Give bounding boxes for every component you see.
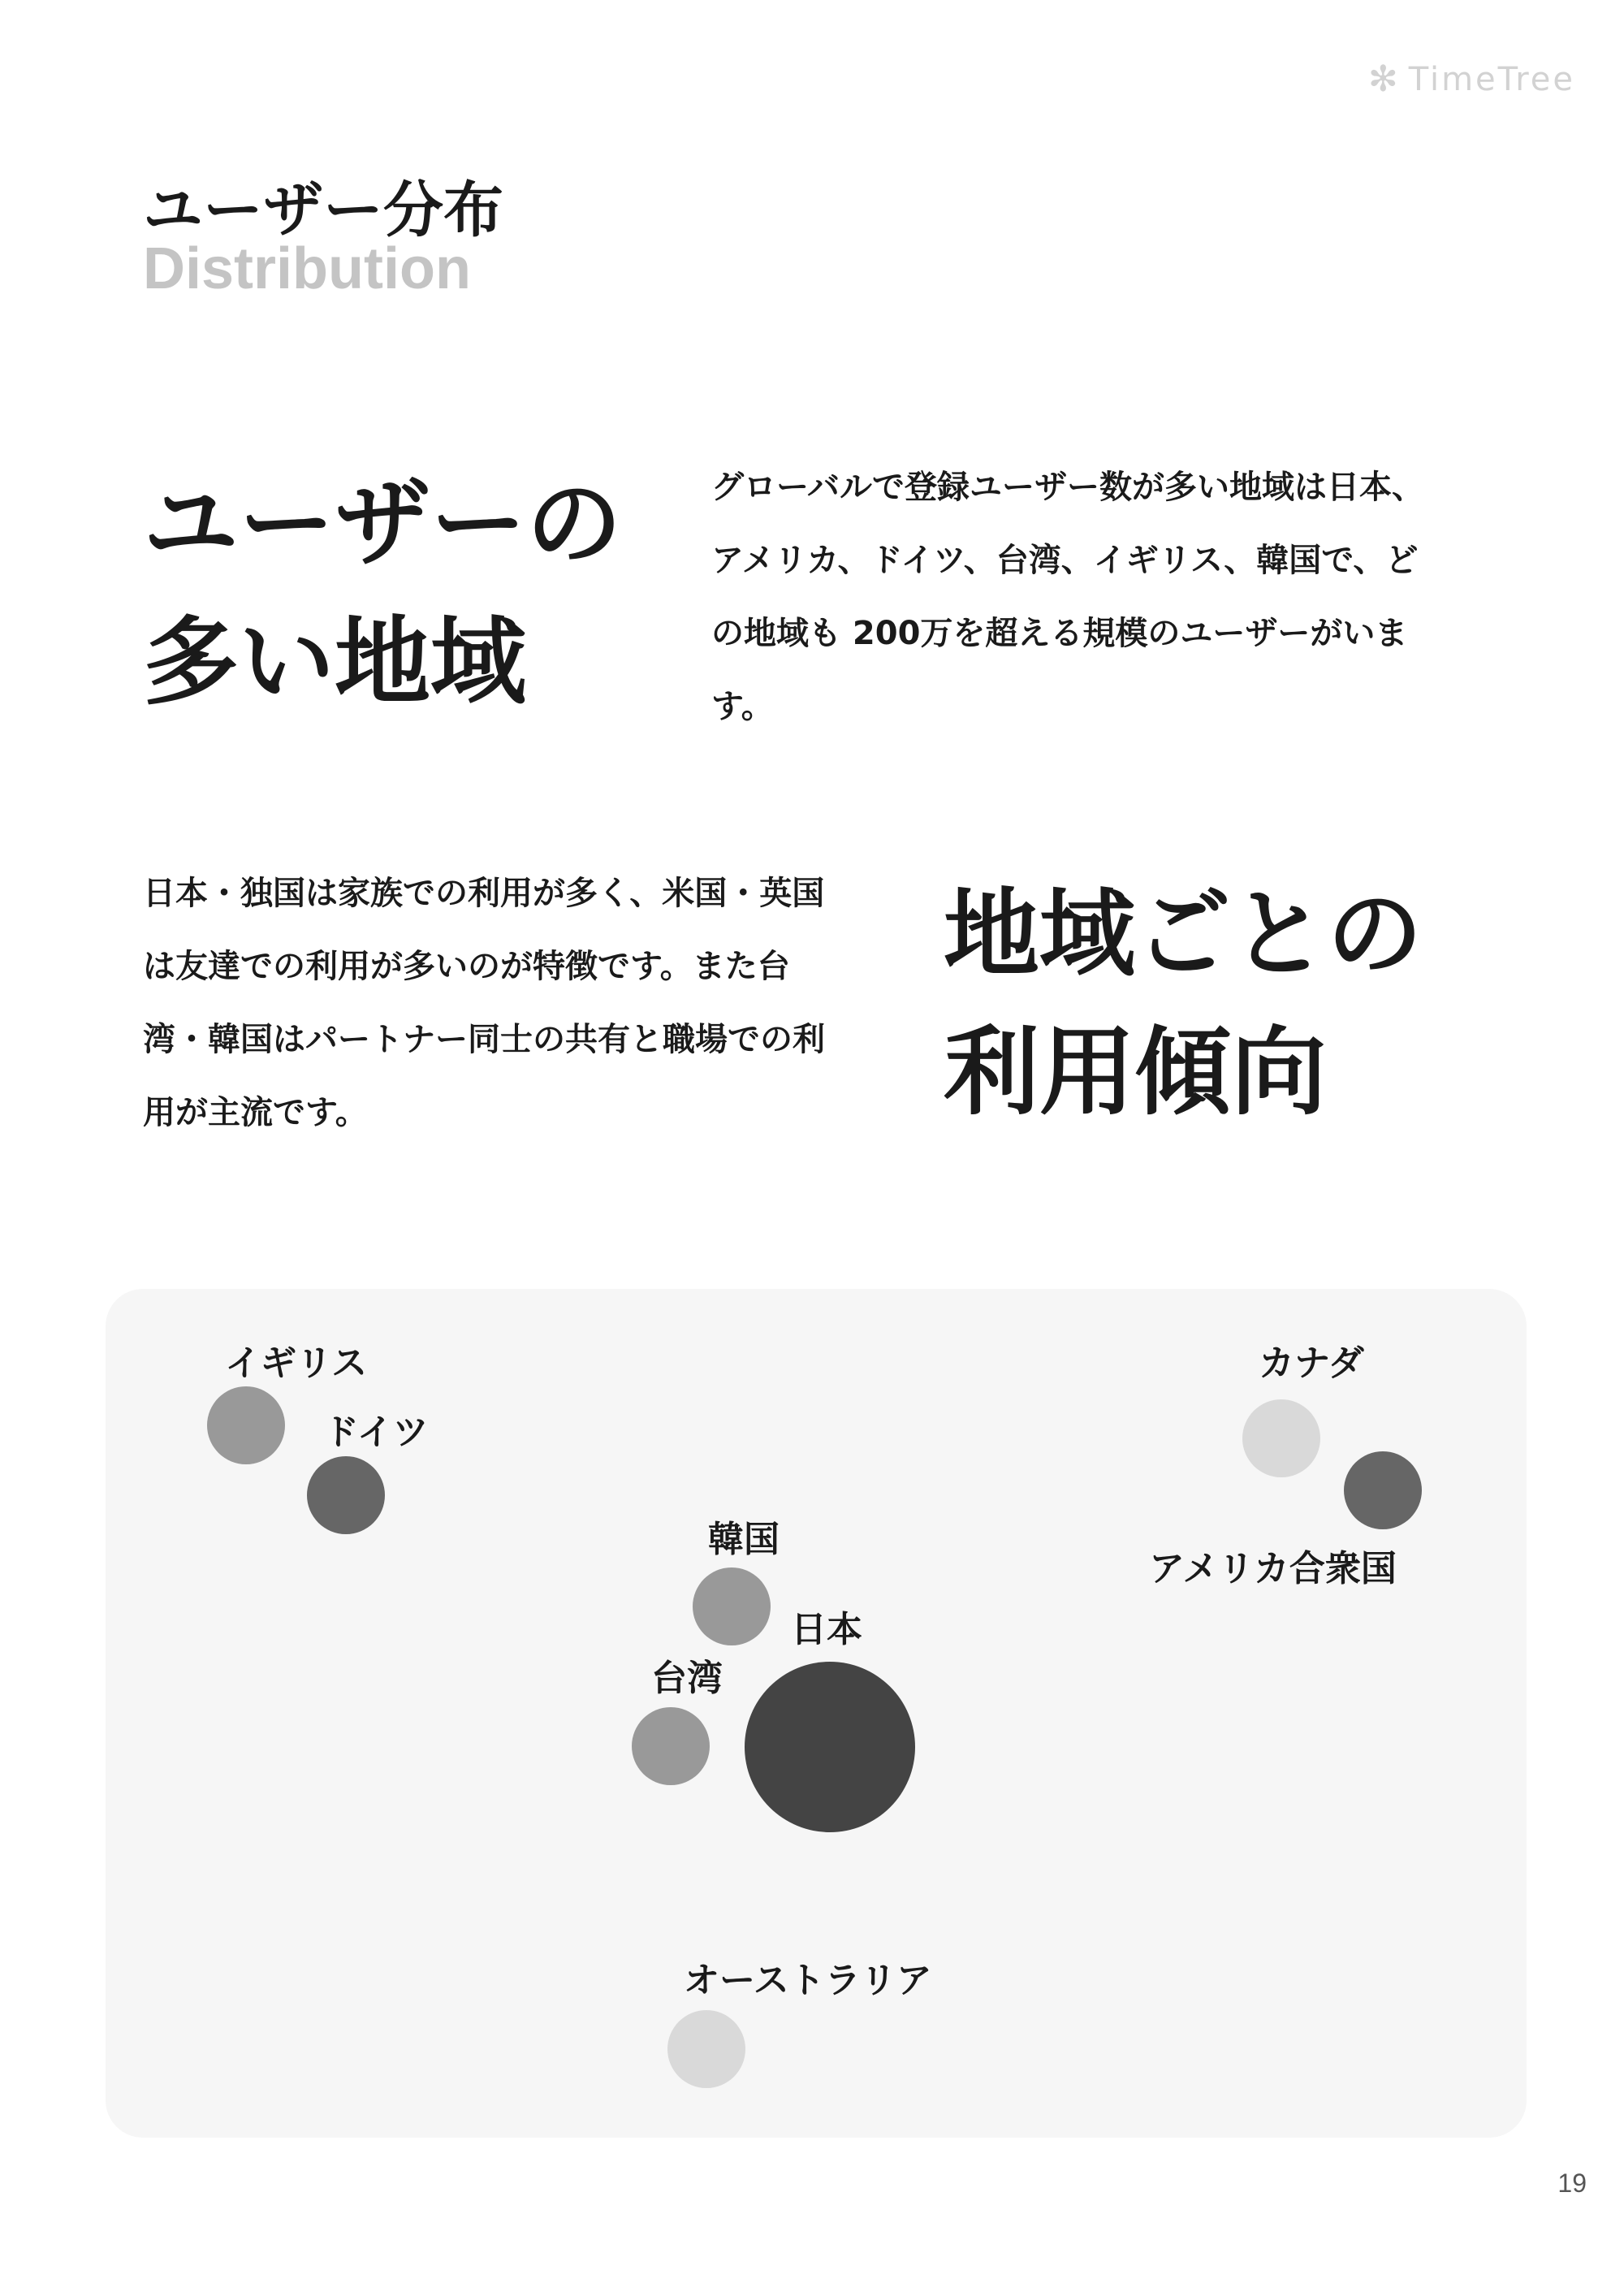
region-bubble-germany <box>307 1456 385 1534</box>
region-bubble-canada <box>1242 1399 1320 1477</box>
region-bubble-uk <box>207 1386 285 1464</box>
region-label-germany: ドイツ <box>323 1412 429 1453</box>
region-label-canada: カナダ <box>1259 1343 1364 1384</box>
timetree-logo <box>1368 58 1575 100</box>
region-label-uk: イギリス <box>225 1343 368 1384</box>
page-number: 19 <box>1557 2168 1587 2198</box>
region-label-taiwan: 台湾 <box>651 1658 723 1699</box>
region-bubble-usa <box>1344 1451 1422 1529</box>
leaf-icon: ✻ <box>1367 58 1401 100</box>
headline-top-regions: ユーザーの 多い地域 <box>143 468 623 718</box>
region-label-korea: 韓国 <box>708 1519 780 1560</box>
body-top-regions: グローバルで登録ユーザー数が多い地域は日本、アメリカ、ドイツ、台湾、イギリス、韓国で、どの地域も 200万を超える規模のユーザーがいます。 <box>711 469 1424 725</box>
page-title: ユーザー分布 <box>143 175 503 245</box>
region-bubble-korea <box>693 1567 771 1645</box>
region-bubble-japan <box>745 1662 915 1832</box>
region-map-panel <box>106 1289 1527 2138</box>
region-label-usa: アメリカ合衆国 <box>1149 1548 1397 1589</box>
region-bubble-australia <box>667 2010 745 2088</box>
headline-usage-trends: 地域ごとの 利用傾向 <box>944 878 1423 1128</box>
region-bubble-taiwan <box>632 1707 710 1785</box>
brand-name: TimeTree <box>1408 60 1575 98</box>
body-usage-trends: 日本・独国は家族での利用が多く、米国・英国は友達での利用が多いのが特徴です。また台湾・韓国はパートナー同士の共有と職場での利用が主流です。 <box>143 875 825 1131</box>
region-label-australia: オーストラリア <box>684 1960 932 2001</box>
page-subtitle: Distribution <box>143 236 471 301</box>
region-label-japan: 日本 <box>791 1609 862 1650</box>
